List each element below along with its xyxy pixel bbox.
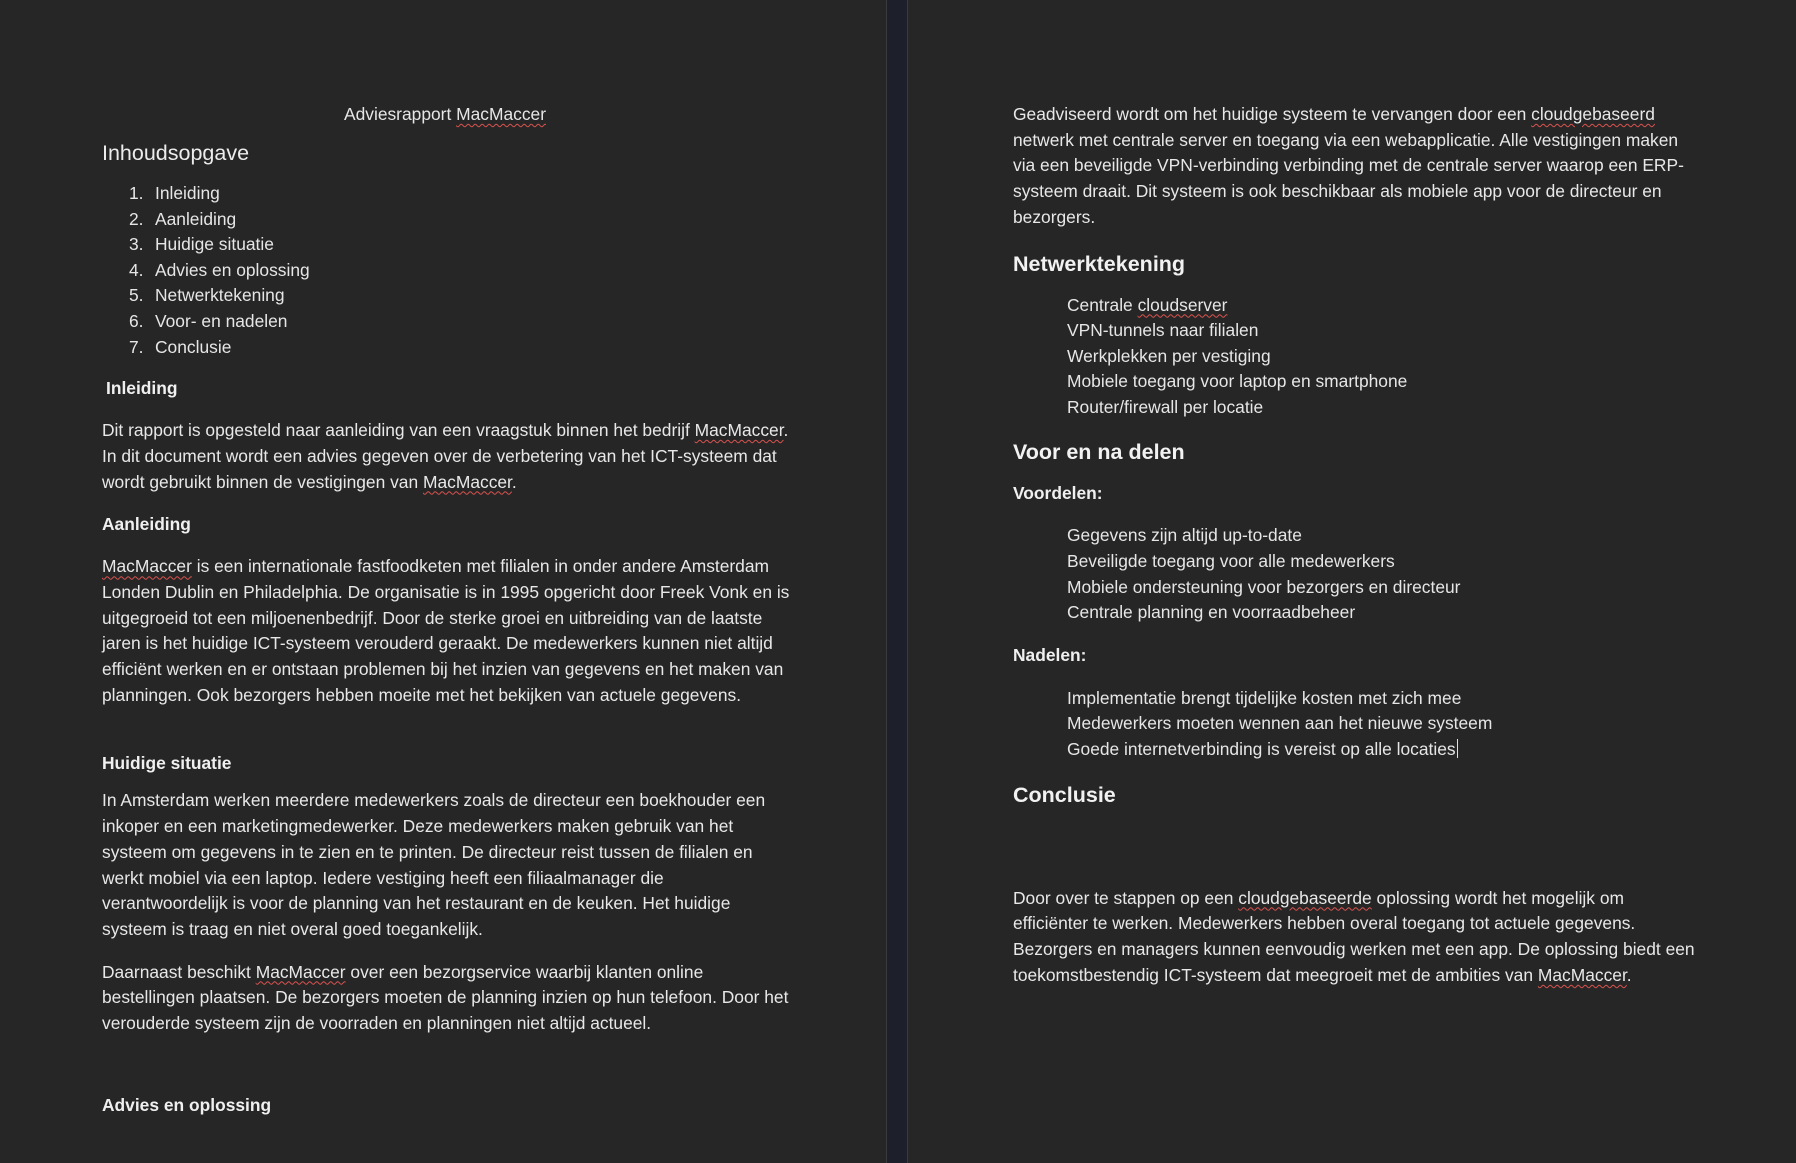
voordelen-list xyxy=(1067,523,1703,625)
spelling-flag[interactable]: MacMaccer xyxy=(422,471,512,492)
spelling-flag[interactable]: cloudserver xyxy=(1137,294,1228,315)
heading-nadelen[interactable]: Nadelen: xyxy=(1013,644,1087,665)
paragraph-huidige-situatie[interactable]: In Amsterdam werken meerdere medewerkers zoals de directeur een boekhouder een inkoper en een marketingmedewerker. Deze medewerkers maken gebruik van het systeem om gegevens in te zien en te printen. De directeur reist tussen de filialen en werkt mobiel via een laptop. Iedere vestiging heeft een filiaalmanager die verantwoordelijk is voor de planning van het restaurant en de keuken. Het huidige systeem is traag en niet overal goed toegankelijk. xyxy=(102,790,766,939)
page-content-left[interactable] xyxy=(102,102,792,1118)
list-item[interactable]: Beveiligde toegang voor alle medewerkers xyxy=(1067,551,1395,572)
heading-advies[interactable]: Advies en oplossing xyxy=(102,1094,272,1115)
paragraph-inleiding[interactable]: Dit rapport is opgesteld naar aanleiding van een vraagstuk binnen het bedrijf MacMaccer. In dit document wordt een advies gegeven over de verbetering van het ICT-systeem dat wordt gebruikt binnen de vestigingen van MacMaccer. xyxy=(102,420,789,492)
list-item[interactable]: Centrale cloudserver xyxy=(1067,294,1228,315)
text-cursor xyxy=(1457,739,1458,758)
heading-conclusie[interactable]: Conclusie xyxy=(1013,782,1116,807)
spelling-flag[interactable]: MacMaccer xyxy=(456,104,546,124)
toc-heading[interactable]: Inhoudsopgave xyxy=(102,141,250,165)
list-item[interactable]: Gegevens zijn altijd up-to-date xyxy=(1067,525,1302,546)
network-list xyxy=(1067,293,1703,421)
page-divider xyxy=(886,0,887,1163)
toc-item[interactable]: 4. Advies en oplossing xyxy=(129,259,310,280)
list-item[interactable]: Mobiele toegang voor laptop en smartphone xyxy=(1067,371,1408,392)
spelling-flag[interactable]: cloudgebaseerde xyxy=(1238,887,1372,908)
spelling-flag[interactable]: MacMaccer xyxy=(102,556,192,577)
list-item[interactable]: Centrale planning en voorraadbeheer xyxy=(1067,602,1356,623)
spelling-flag[interactable]: MacMaccer xyxy=(694,420,784,441)
list-item[interactable]: Mobiele ondersteuning voor bezorgers en directeur xyxy=(1067,576,1461,597)
paragraph-conclusie[interactable]: Door over te stappen op een cloudgebaseerde oplossing wordt het mogelijk om efficiënter te werken. Medewerkers hebben overal toegang tot actuele gegevens. Bezorgers en managers kunnen eenvoudig werken met een app. De oplossing biedt een toekomstbestendig ICT-systeem dat meegroeit met de ambities van MacMaccer. xyxy=(1013,887,1695,985)
paragraph-advies[interactable]: Geadviseerd wordt om het huidige systeem te vervangen door een cloudgebaseerd netwerk met centrale server en toegang via een webapplicatie. Alle vestigingen maken via een beveiligde VPN-verbinding verbinding met de centrale server waarop een ERP-systeem draait. Dit systeem is ook beschikbaar als mobiele app voor de directeur en bezorgers. xyxy=(1013,104,1684,227)
toc-item[interactable]: 5. Netwerktekening xyxy=(129,285,285,306)
list-item[interactable]: Werkplekken per vestiging xyxy=(1067,345,1271,366)
heading-aanleiding[interactable]: Aanleiding xyxy=(102,514,191,535)
list-item[interactable]: VPN-tunnels naar filialen xyxy=(1067,320,1259,341)
list-item[interactable]: Medewerkers moeten wennen aan het nieuwe systeem xyxy=(1067,713,1493,734)
heading-inleiding[interactable]: Inleiding xyxy=(106,378,178,399)
page-content-right[interactable] xyxy=(1013,102,1703,988)
paragraph-bezorgservice[interactable]: Daarnaast beschikt MacMaccer over een bezorgservice waarbij klanten online bestellingen plaatsen. De bezorgers moeten de planning inzien op hun telefoon. Door het verouderde systeem zijn de voorraden en planningen niet altijd actueel. xyxy=(102,961,789,1034)
document-page-right[interactable] xyxy=(908,0,1796,1163)
list-item[interactable]: Implementatie brengt tijdelijke kosten met zich mee xyxy=(1067,687,1462,708)
toc-item[interactable]: 6. Voor- en nadelen xyxy=(129,310,288,331)
nadelen-list xyxy=(1067,686,1703,763)
document-page-left[interactable] xyxy=(0,0,886,1163)
heading-netwerktekening[interactable]: Netwerktekening xyxy=(1013,251,1186,276)
spelling-flag[interactable]: cloudgebaseerd xyxy=(1531,104,1655,124)
toc-list xyxy=(129,181,792,360)
toc-item[interactable]: 1. Inleiding xyxy=(129,183,220,203)
spelling-flag[interactable]: MacMaccer xyxy=(1537,964,1627,985)
spelling-flag[interactable]: MacMaccer xyxy=(255,961,346,982)
list-item[interactable]: Router/firewall per locatie xyxy=(1067,396,1264,417)
heading-voordelen[interactable]: Voordelen: xyxy=(1013,483,1103,504)
paragraph-aanleiding[interactable]: MacMaccer is een internationale fastfoodketen met filialen in onder andere Amsterdam Londen Dublin en Philadelphia. De organisatie is in 1995 opgericht door Freek Vonk en is uitgegroeid tot een miljoenenbedrijf. Door de sterke groei en uitbreiding van de laatste jaren is het huidige ICT-systeem verouderd geraakt. De medewerkers kunnen niet altijd efficiënt werken en er ontstaan problemen bij het inzien van gegevens en het maken van planningen. Ook bezorgers hebben moeite met het bekijken van actuele gegevens. xyxy=(102,556,790,705)
toc-item[interactable]: 7. Conclusie xyxy=(129,336,232,357)
toc-item[interactable]: 2. Aanleiding xyxy=(129,208,237,229)
toc-item[interactable]: 3. Huidige situatie xyxy=(129,234,274,255)
list-item[interactable]: Goede internetverbinding is vereist op alle locaties xyxy=(1067,739,1456,760)
heading-voor-en-na-delen[interactable]: Voor en na delen xyxy=(1013,440,1185,465)
document-title[interactable]: Adviesrapport MacMaccer xyxy=(343,104,546,124)
heading-huidige-situatie[interactable]: Huidige situatie xyxy=(102,753,232,774)
